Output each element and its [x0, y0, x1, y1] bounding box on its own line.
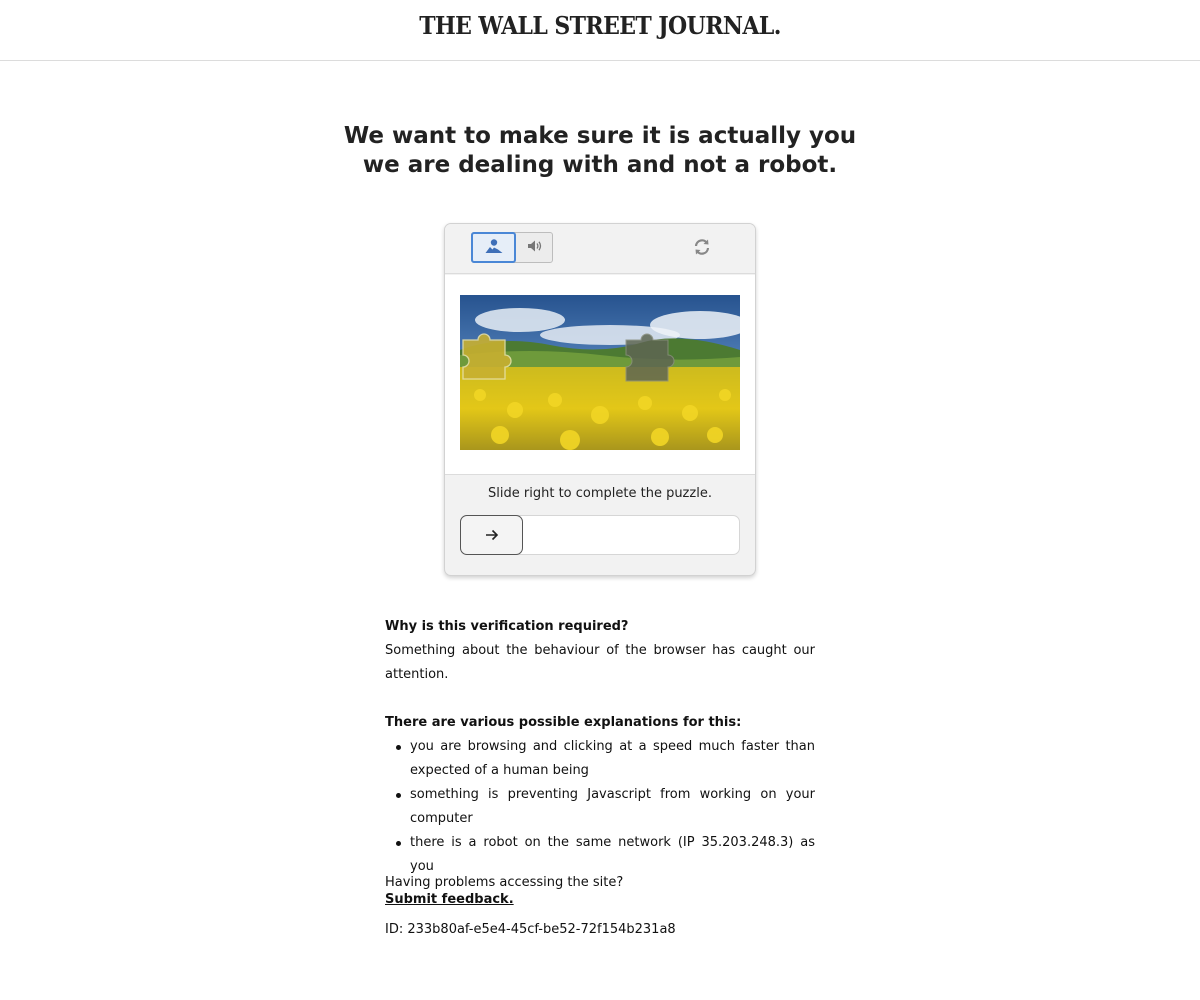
list-item: something is preventing Javascript from working on your computer: [410, 783, 815, 831]
wsj-logo[interactable]: THE WALL STREET JOURNAL.: [419, 11, 781, 41]
puzzle-image-area: [445, 275, 755, 475]
page-title-line-2: we are dealing with and not a robot.: [362, 152, 838, 178]
list-item: you are browsing and clicking at a speed much faster than expected of a human being: [410, 735, 815, 783]
explanations-title: There are various possible explanations for this:: [385, 715, 742, 730]
speaker-icon: [527, 238, 543, 257]
reference-id: ID: 233b80af-e5e4-45cf-be52-72f154b231a8: [385, 922, 676, 937]
problems-text: Having problems accessing the site?: [385, 875, 624, 890]
verification-explanation: [385, 615, 815, 687]
refresh-icon: [693, 238, 711, 260]
submit-feedback-link[interactable]: Submit feedback.: [385, 892, 514, 907]
challenge-mode-switch: [471, 232, 553, 263]
audio-challenge-button[interactable]: [516, 232, 553, 263]
image-challenge-button[interactable]: [471, 232, 516, 263]
why-answer: Something about the behaviour of the browser has caught our attention.: [385, 643, 815, 682]
refresh-button[interactable]: [691, 238, 713, 260]
site-header: [0, 0, 1200, 61]
image-icon: [484, 238, 504, 258]
why-question: Why is this verification required?: [385, 619, 629, 634]
puzzle-piece: [463, 334, 511, 379]
possible-explanations: [385, 711, 815, 879]
list-item: there is a robot on the same network (IP 35.203.248.3) as you: [410, 831, 815, 879]
page-title: [300, 122, 900, 180]
puzzle-target-slot: [626, 334, 674, 381]
slider-instruction: Slide right to complete the puzzle.: [488, 486, 712, 501]
help-section: [385, 874, 815, 908]
captcha-toolbar: [445, 224, 755, 274]
puzzle-image: [460, 295, 740, 450]
slider-handle[interactable]: [460, 515, 523, 555]
page-title-line-1: We want to make sure it is actually you: [343, 123, 857, 149]
explanations-list: [385, 735, 815, 879]
captcha-widget: [444, 223, 756, 576]
arrow-right-icon: [485, 526, 499, 545]
